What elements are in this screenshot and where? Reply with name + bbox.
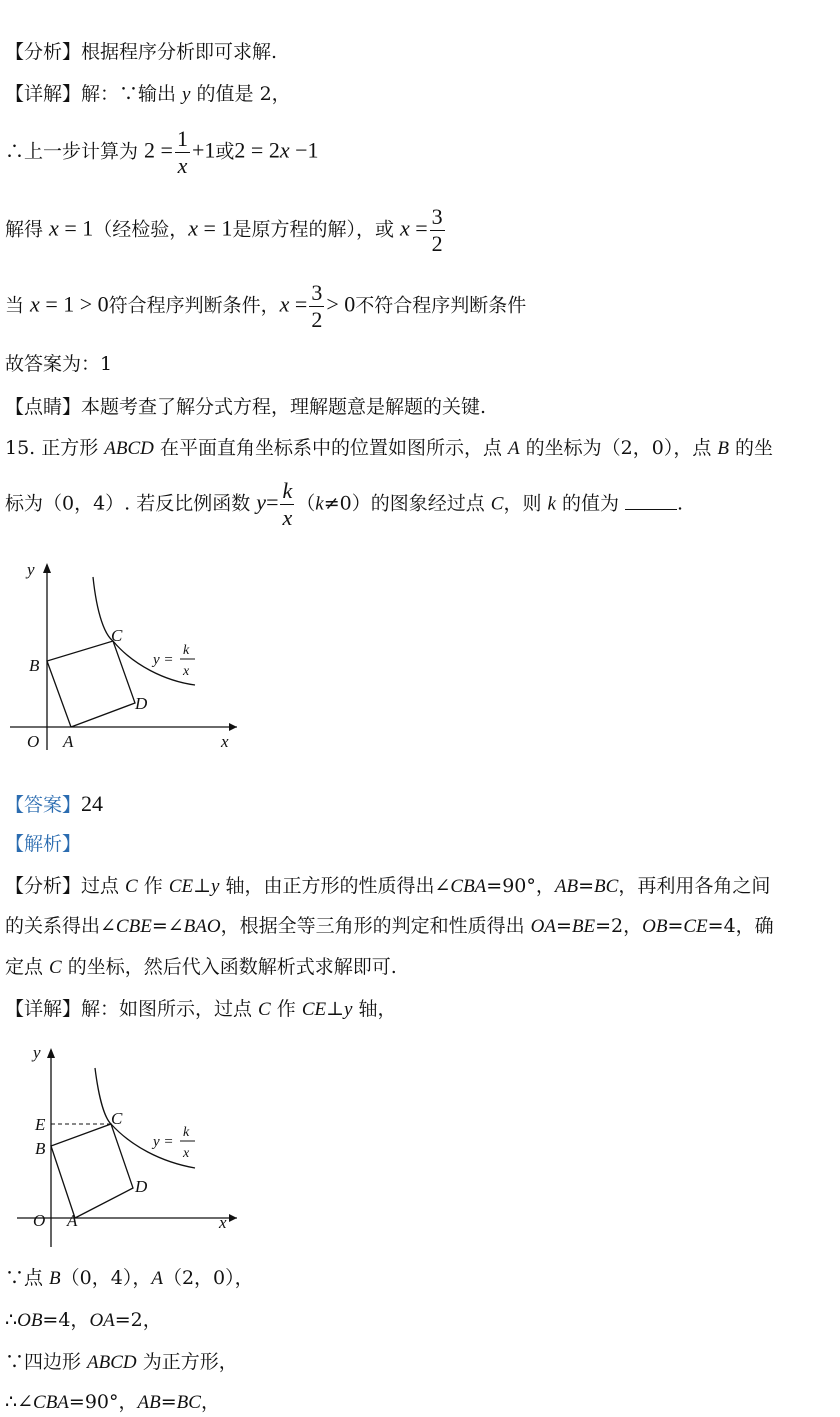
origin-label: O bbox=[33, 1211, 46, 1230]
detail-line: 【详解】解：∵输出 y 的值是 2， bbox=[5, 83, 291, 105]
fraction-3-over-2: $\frac{3}{2}$ bbox=[431, 204, 443, 256]
point-e-label: E bbox=[35, 1115, 46, 1134]
y-axis-label: y bbox=[27, 560, 35, 579]
function-label: y = bbox=[153, 652, 174, 668]
answer-row bbox=[5, 790, 103, 819]
step-4-line: ∴∠CBA=90°，AB=BC， bbox=[5, 1391, 220, 1413]
function-x-label: x bbox=[183, 1146, 190, 1161]
function-label: y = bbox=[153, 1134, 174, 1150]
analysis-para-line-1: 【分析】过点 C 作 CE⊥y 轴，由正方形的性质得出∠CBA=90°，AB=BC，再利用各角之间 bbox=[5, 875, 771, 897]
point-a-label: A bbox=[63, 732, 74, 751]
point-d-label: D bbox=[135, 694, 148, 713]
answer-blank bbox=[625, 491, 677, 510]
condition-line: 当 x = 1 > 0符合程序判断条件，x = $\frac{3}{2}$ > 0不符合程序判断条件 bbox=[5, 280, 527, 332]
fraction-3-over-2: $\frac{3}{2}$ bbox=[311, 280, 323, 332]
fraction-k-over-x: $\frac{k}{x}$ bbox=[282, 478, 293, 530]
point-c-label: C bbox=[111, 1109, 123, 1128]
problem-15-line-1: 15. 正方形 ABCD 在平面直角坐标系中的位置如图所示，点 A 的坐标为（2，0），点 B 的坐 bbox=[5, 437, 774, 459]
step-calc-line: ∴上一步计算为 2 = $\frac{1}{x}$ +1或2 = 2x −1 bbox=[5, 126, 319, 178]
comment-line: 【点睛】本题考查了解分式方程，理解题意是解题的关键. bbox=[5, 396, 487, 418]
y-axis-label: y bbox=[33, 1043, 41, 1062]
answer-value: 24 bbox=[81, 791, 104, 816]
analysis-heading: 【解析】 bbox=[5, 833, 82, 855]
x-axis-label: x bbox=[219, 1213, 227, 1232]
answer-label: 【答案】 bbox=[5, 794, 82, 816]
point-a-label: A bbox=[67, 1211, 78, 1230]
fraction-1-over-x: $\frac{1}{x}$ bbox=[176, 126, 188, 178]
step-1-line: ∵点 B（0，4），A（2，0）， bbox=[5, 1267, 254, 1289]
analysis-line: 【分析】根据程序分析即可求解. bbox=[5, 41, 278, 63]
function-x-label: x bbox=[183, 664, 190, 679]
point-b-label: B bbox=[35, 1139, 46, 1158]
analysis-para-line-3: 定点 C 的坐标，然后代入函数解析式求解即可. bbox=[5, 956, 397, 978]
function-k-label: k bbox=[183, 1125, 190, 1140]
answer-line: 故答案为：1 bbox=[5, 353, 113, 375]
step-3-line: ∵四边形 ABCD 为正方形， bbox=[5, 1351, 238, 1373]
point-b-label: B bbox=[29, 656, 40, 675]
problem-15-line-2: 标为（0，4）. 若反比例函数 y= $\frac{k}{x}$ （k≠0）的图象经过点 C，则 k 的值为 . bbox=[5, 478, 684, 530]
figure-1-diagram bbox=[5, 555, 245, 755]
function-k-label: k bbox=[183, 643, 190, 658]
detail-para-line: 【详解】解：如图所示，过点 C 作 CE⊥y 轴， bbox=[5, 998, 397, 1020]
analysis-para-line-2: 的关系得出∠CBE=∠BAO，根据全等三角形的判定和性质得出 OA=BE=2，OB=CE=4，确 bbox=[5, 915, 774, 937]
point-d-label: D bbox=[135, 1177, 148, 1196]
figure-2-diagram bbox=[5, 1042, 245, 1252]
origin-label: O bbox=[27, 732, 40, 751]
x-axis-label: x bbox=[221, 732, 229, 751]
point-c-label: C bbox=[111, 626, 123, 645]
solution-line: 解得 x = 1（经检验，x = 1是原方程的解），或 x = $\frac{3}{2}$ bbox=[5, 204, 443, 256]
step-2-line: ∴OB=4，OA=2， bbox=[5, 1309, 162, 1331]
